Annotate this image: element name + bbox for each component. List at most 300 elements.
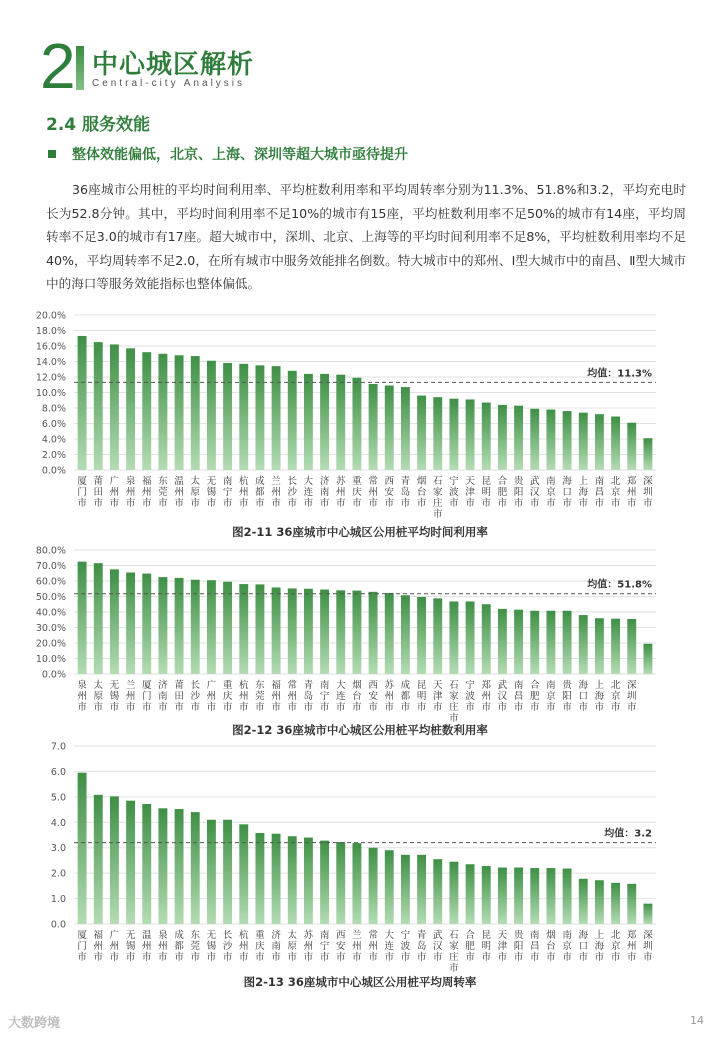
x-tick-label: 市 [125,498,136,509]
bar [223,820,232,924]
x-tick-label: 市 [287,952,298,963]
y-tick-label: 7.0 [50,741,66,753]
x-tick-label: 市 [319,952,330,963]
x-tick-label: 市 [578,702,589,713]
x-tick-label: 市 [255,952,265,963]
chart-pile-utilization [0,542,720,722]
x-tick-label: 市 [449,713,459,724]
x-tick-label: 温 [174,476,184,487]
bar [595,618,604,674]
x-tick-label: 沙 [190,691,201,702]
x-tick-label: 市 [335,952,346,963]
x-tick-label: 家 [449,941,459,952]
bar [94,795,103,924]
bar [239,364,248,470]
y-tick-label: 20.0% [35,310,66,322]
x-tick-label: 市 [513,702,524,713]
bar [352,591,361,674]
bar [563,611,572,674]
x-tick-label: 市 [578,952,589,963]
x-tick-label: 锡 [109,691,120,702]
x-tick-label: 北 [610,930,621,941]
chart-caption-time-utilization: 图2-11 36座城市中心城区公用桩平均时间利用率 [232,525,488,539]
x-tick-label: 口 [562,487,572,498]
bar [255,365,264,470]
x-tick-label: 济 [271,930,281,941]
y-tick-label: 0.0% [41,465,66,477]
bar [514,868,523,924]
bar [272,588,281,674]
x-tick-label: 市 [529,498,540,509]
x-tick-label: 宁 [319,691,330,702]
bar [304,838,313,924]
bar [514,406,523,470]
x-tick-label: 南 [319,680,330,691]
x-tick-label: 市 [368,498,378,509]
x-tick-label: 州 [271,487,281,498]
x-tick-label: 市 [465,702,475,713]
x-tick-label: 贵 [513,930,524,941]
x-tick-label: 汉 [432,941,443,952]
x-tick-label: 无 [125,930,136,941]
x-tick-label: 苏 [303,930,314,941]
bar [223,363,232,470]
x-tick-label: 市 [271,952,281,963]
x-tick-label: 市 [384,702,395,713]
bar [78,773,87,924]
x-tick-label: 明 [416,691,427,702]
x-tick-label: 原 [93,691,104,702]
x-tick-label: 州 [335,487,346,498]
x-tick-label: 州 [368,941,378,952]
x-tick-label: 庄 [449,952,459,963]
y-tick-label: 6.0% [41,419,66,430]
y-tick-label: 20.0% [35,638,66,650]
x-tick-label: 石 [449,680,459,691]
bar [255,833,264,924]
x-tick-label: 市 [303,952,314,963]
bar [611,619,620,674]
x-tick-label: 南 [546,680,556,691]
x-tick-label: 郑 [481,680,492,691]
chart-caption-pile-utilization: 图2-12 36座城市中心城区公用桩平均桩数利用率 [232,723,488,737]
x-tick-label: 市 [465,498,475,509]
x-tick-label: 南 [222,476,233,487]
subsection-title: 整体效能偏低，北京、上海、深圳等超大城市亟待提升 [72,147,408,163]
x-tick-label: 波 [465,691,475,702]
bar [336,590,345,674]
bar [94,563,103,674]
x-tick-label: 市 [190,952,201,963]
x-tick-label: 西 [335,930,346,941]
x-tick-label: 京 [546,691,556,702]
x-tick-label: 东 [190,930,201,941]
x-tick-label: 原 [287,941,298,952]
x-tick-label: 济 [158,680,168,691]
x-tick-label: 市 [594,952,605,963]
x-tick-label: 市 [319,498,330,509]
x-tick-label: 汉 [497,691,508,702]
x-tick-label: 无 [109,680,120,691]
x-tick-label: 泉 [125,476,136,487]
x-tick-label: 市 [222,952,233,963]
x-tick-label: 津 [465,487,475,498]
x-tick-label: 波 [449,487,459,498]
x-tick-label: 州 [352,941,362,952]
bar [304,589,313,674]
bar [175,578,184,674]
bar [126,572,135,674]
y-tick-label: 0.0% [41,669,66,681]
y-tick-label: 80.0% [35,545,66,557]
x-tick-label: 州 [303,941,314,952]
x-tick-label: 厦 [141,680,152,691]
x-tick-label: 圳 [643,487,653,498]
bar [482,604,491,674]
bar [336,375,345,470]
bar [272,366,281,470]
x-tick-label: 市 [238,702,249,713]
x-tick-label: 庄 [449,702,459,713]
bar [336,842,345,924]
x-tick-label: 市 [594,498,605,509]
average-label: 均值：11.3% [587,368,652,380]
x-tick-label: 台 [352,691,362,702]
x-tick-label: 家 [449,691,459,702]
x-tick-label: 无 [206,930,217,941]
x-tick-label: 沙 [222,941,233,952]
x-tick-label: 州 [77,691,87,702]
y-tick-label: 3.0 [50,843,66,855]
x-tick-label: 昆 [416,680,427,691]
bar [498,405,507,470]
x-tick-label: 市 [174,498,184,509]
bar [449,862,458,924]
x-tick-label: 宁 [449,476,459,487]
x-tick-label: 长 [287,476,298,487]
x-tick-label: 岛 [303,691,314,702]
x-tick-label: 锡 [206,941,217,952]
y-tick-label: 1.0 [50,894,66,906]
x-tick-label: 市 [529,702,540,713]
y-tick-label: 18.0% [35,326,66,337]
bar [223,582,232,674]
bar [142,574,151,674]
x-tick-label: 州 [384,691,395,702]
bar [320,374,329,470]
x-tick-label: 市 [109,952,120,963]
x-tick-label: 泉 [158,930,168,941]
x-tick-label: 市 [335,498,346,509]
bar [563,411,572,470]
x-tick-label: 市 [546,498,556,509]
x-tick-label: 西 [368,680,378,691]
bar [352,843,361,924]
x-tick-label: 成 [400,680,411,691]
x-tick-label: 市 [303,702,314,713]
bar [611,417,620,470]
bar [627,619,636,674]
x-tick-label: 市 [594,702,605,713]
x-tick-label: 宁 [319,941,330,952]
x-tick-label: 兰 [125,680,136,691]
x-tick-label: 南 [319,487,330,498]
bar [579,615,588,674]
y-tick-label: 5.0 [50,792,66,804]
x-tick-label: 莆 [93,476,104,487]
x-tick-label: 昌 [513,691,524,702]
x-tick-label: 市 [400,498,411,509]
x-tick-label: 都 [174,941,184,952]
bar [142,352,151,470]
x-tick-label: 合 [465,930,475,941]
bar [417,396,426,470]
x-tick-label: 青 [400,476,411,487]
x-tick-label: 都 [255,487,265,498]
x-tick-label: 安 [335,941,346,952]
footer-logo: 大数跨境 [8,1016,61,1031]
x-tick-label: 兰 [352,930,362,941]
x-tick-label: 州 [287,691,298,702]
x-tick-label: 石 [449,930,459,941]
x-tick-label: 福 [271,680,281,691]
chart-time-utilization [0,305,720,530]
bar [255,584,264,674]
x-tick-label: 市 [578,498,589,509]
bar [288,371,297,470]
x-tick-label: 市 [206,498,217,509]
x-tick-label: 连 [384,941,395,952]
x-tick-label: 市 [368,952,378,963]
x-tick-label: 太 [287,930,298,941]
section-title: 2.4 服务效能 [46,115,151,135]
bar [433,598,442,674]
x-tick-label: 常 [368,930,378,941]
bar [546,868,555,924]
x-tick-label: 市 [93,702,104,713]
x-tick-label: 南 [158,691,168,702]
x-tick-label: 市 [271,702,281,713]
x-tick-label: 苏 [335,476,346,487]
x-tick-label: 大 [335,680,346,691]
x-tick-label: 市 [352,498,362,509]
chart-turnover-rate [0,738,720,974]
bar [401,855,410,924]
bar [78,562,87,674]
x-tick-label: 锡 [125,941,136,952]
x-tick-label: 海 [578,680,589,691]
chart-caption-turnover-rate: 图2-13 36座城市中心城区公用桩平均周转率 [243,975,477,989]
bar [433,859,442,924]
x-tick-label: 南 [319,930,330,941]
x-tick-label: 京 [610,487,621,498]
x-tick-label: 市 [190,702,201,713]
x-tick-label: 州 [93,941,104,952]
x-tick-label: 口 [578,691,589,702]
x-tick-label: 市 [77,702,87,713]
x-tick-label: 市 [287,702,298,713]
x-tick-label: 北 [610,680,621,691]
bar [369,384,378,470]
x-tick-label: 州 [206,691,217,702]
x-tick-label: 市 [368,702,378,713]
x-tick-label: 市 [141,498,152,509]
x-tick-label: 杭 [238,680,249,691]
y-tick-label: 6.0 [50,766,66,778]
x-tick-label: 沙 [287,487,298,498]
x-tick-label: 莞 [255,691,265,702]
x-tick-label: 州 [141,941,152,952]
x-tick-label: 原 [190,487,201,498]
x-tick-label: 锡 [206,487,217,498]
x-tick-label: 岛 [416,941,427,952]
bar [627,884,636,924]
bar [239,824,248,924]
bar [320,590,329,674]
x-tick-label: 长 [190,680,201,691]
bar [126,801,135,924]
x-tick-label: 市 [513,498,524,509]
average-label: 均值：51.8% [587,579,652,591]
bar [498,609,507,674]
x-tick-label: 南 [529,930,540,941]
x-tick-label: 州 [174,487,184,498]
x-tick-label: 青 [303,680,314,691]
x-tick-label: 市 [416,498,427,509]
x-tick-label: 州 [271,691,281,702]
x-tick-label: 市 [190,498,201,509]
x-tick-label: 庆 [255,941,265,952]
x-tick-label: 台 [416,487,427,498]
x-tick-label: 市 [125,702,136,713]
x-tick-label: 广 [109,930,120,941]
x-tick-label: 圳 [626,691,637,702]
y-tick-label: 8.0% [41,403,66,415]
x-tick-label: 市 [287,498,298,509]
x-tick-label: 京 [610,941,621,952]
x-tick-label: 武 [529,476,540,487]
x-tick-label: 南 [562,930,572,941]
x-tick-label: 市 [400,702,411,713]
bar [530,409,539,470]
x-tick-label: 市 [626,702,637,713]
x-tick-label: 市 [432,952,443,963]
x-tick-label: 广 [206,680,217,691]
x-tick-label: 市 [546,702,556,713]
x-tick-label: 京 [610,691,621,702]
x-tick-label: 庆 [352,487,362,498]
bar [110,569,119,674]
x-tick-label: 市 [222,498,233,509]
x-tick-label: 阳 [562,691,572,702]
x-tick-label: 市 [141,952,152,963]
x-tick-label: 津 [497,941,508,952]
bar [272,834,281,924]
x-tick-label: 口 [578,941,589,952]
x-tick-label: 兰 [271,476,281,487]
bar [207,820,216,924]
x-tick-label: 庄 [432,498,443,509]
x-tick-label: 市 [513,952,524,963]
x-tick-label: 市 [77,952,87,963]
x-tick-label: 田 [93,487,104,498]
x-tick-label: 常 [368,476,378,487]
y-tick-label: 50.0% [35,592,66,603]
x-tick-label: 合 [529,680,540,691]
x-tick-label: 郑 [626,930,637,941]
x-tick-label: 烟 [352,680,362,691]
bar [175,809,184,924]
x-tick-label: 州 [481,691,492,702]
x-tick-label: 市 [174,952,184,963]
x-tick-label: 常 [287,680,298,691]
y-tick-label: 2.0% [41,450,66,461]
x-tick-label: 岛 [400,487,411,498]
x-tick-label: 天 [497,930,508,941]
x-tick-label: 市 [562,952,572,963]
x-tick-label: 津 [432,691,443,702]
bar [110,796,119,924]
x-tick-label: 市 [206,952,217,963]
x-tick-label: 市 [416,702,427,713]
bar [94,342,103,470]
y-tick-label: 14.0% [35,357,66,368]
x-tick-label: 市 [271,498,281,509]
x-tick-label: 合 [497,476,508,487]
x-tick-label: 成 [174,930,184,941]
x-tick-label: 安 [368,691,378,702]
x-tick-label: 太 [190,476,201,487]
bar [126,348,135,470]
y-tick-label: 4.0 [50,817,66,829]
x-tick-label: 市 [158,702,168,713]
x-tick-label: 温 [141,930,152,941]
y-tick-label: 16.0% [35,341,66,353]
x-tick-label: 市 [562,702,572,713]
x-tick-label: 昌 [529,941,540,952]
chapter-number: 2 [40,30,76,102]
bar [369,592,378,674]
x-tick-label: 南 [594,476,605,487]
x-tick-label: 连 [303,487,314,498]
x-tick-label: 天 [432,680,443,691]
bar [369,848,378,924]
x-tick-label: 海 [578,487,589,498]
page-number: 14 [690,1014,704,1027]
x-tick-label: 市 [643,498,653,509]
x-tick-label: 市 [384,952,395,963]
bar [643,438,652,470]
x-tick-label: 市 [610,952,621,963]
x-tick-label: 市 [206,702,217,713]
x-tick-label: 市 [610,498,621,509]
x-tick-label: 昆 [481,930,492,941]
x-tick-label: 泉 [77,680,87,691]
x-tick-label: 家 [432,487,443,498]
bar [239,584,248,674]
x-tick-label: 州 [626,941,637,952]
y-tick-label: 2.0 [50,868,66,880]
x-tick-label: 贵 [562,680,572,691]
x-tick-label: 市 [255,702,265,713]
bar [320,841,329,924]
x-tick-label: 市 [93,952,104,963]
x-tick-label: 市 [238,952,249,963]
bar [482,866,491,924]
x-tick-label: 京 [562,941,572,952]
bar [110,344,119,470]
x-tick-label: 市 [319,702,330,713]
